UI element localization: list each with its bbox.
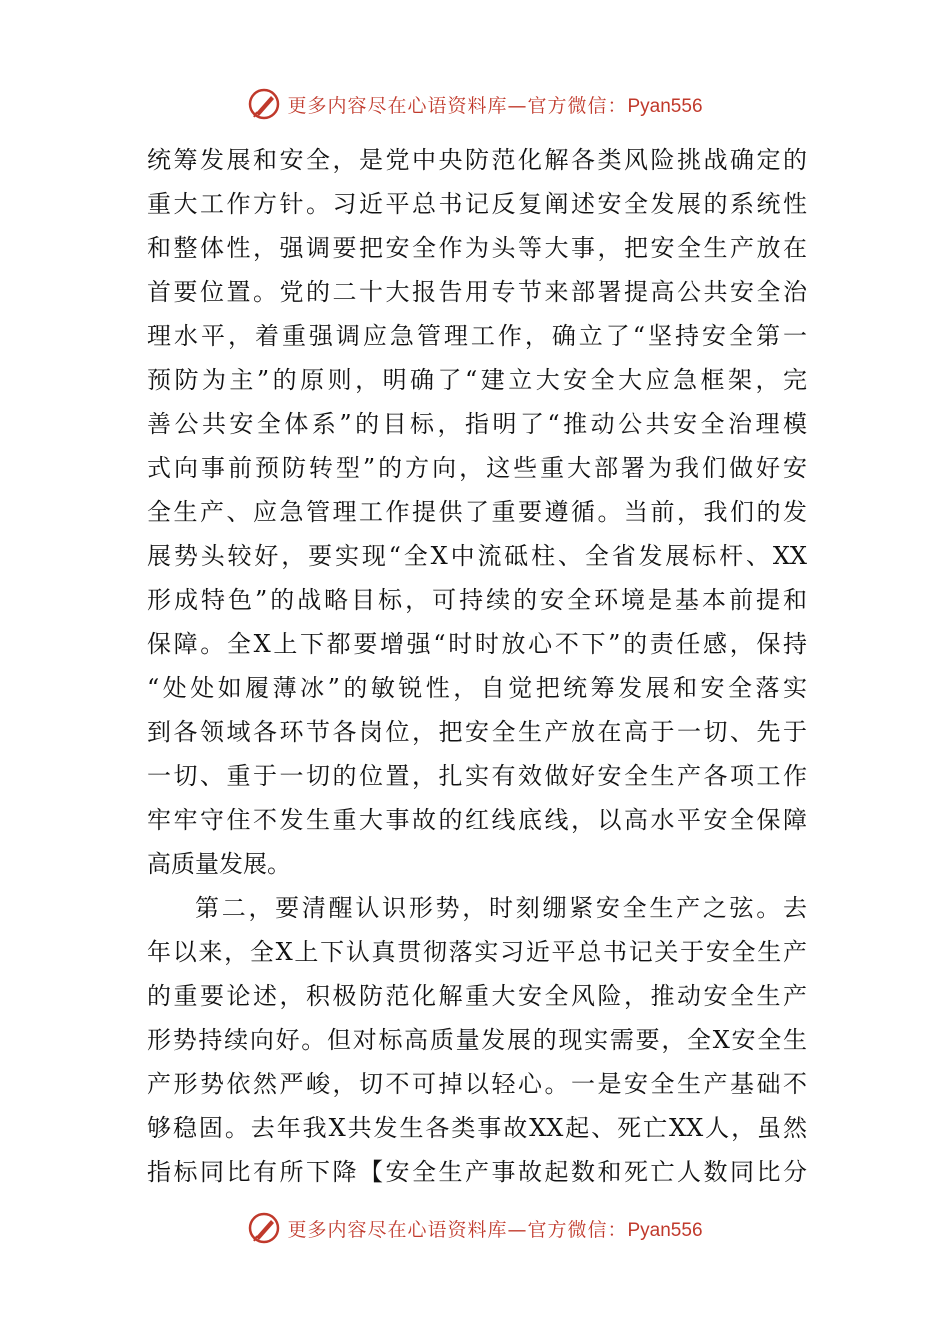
text-line: 重大工作方针。习近平总书记反复阐述安全发展的系统性 [147,190,807,218]
watermark-footer [0,1208,950,1248]
text-line: 形成特色”的战略目标，可持续的安全环境是基本前提和 [147,586,807,614]
text-line: 年以来，全X上下认真贯彻落实习近平总书记关于安全生产 [147,938,807,966]
text-line: 够稳固。去年我X共发生各类事故XX起、死亡XX人，虽然 [147,1114,807,1142]
text-line: 产形势依然严峻，切不可掉以轻心。一是安全生产基础不 [147,1070,807,1098]
watermark-label: 更多内容尽在心语资料库—官方微信：Pyan556 [287,94,703,117]
text-line: 形势持续向好。但对标高质量发展的现实需要，全X安全生 [147,1026,807,1054]
text-line: 善公共安全体系”的目标，指明了“推动公共安全治理模 [147,410,807,438]
text-line: 全生产、应急管理工作提供了重要遵循。当前，我们的发 [147,498,807,526]
text-line: 指标同比有所下降【安全生产事故起数和死亡人数同比分 [147,1158,807,1186]
paragraph [147,886,807,1194]
paragraph [147,138,807,886]
text-line: 保障。全X上下都要增强“时时放心不下”的责任感，保持 [147,630,807,658]
text-line: 到各领域各环节各岗位，把安全生产放在高于一切、先于 [147,718,807,746]
text-line: 统筹发展和安全，是党中央防范化解各类风险挑战确定的 [147,146,807,174]
text-line: 式向事前预防转型”的方向，这些重大部署为我们做好安 [147,454,807,482]
text-line: 预防为主”的原则，明确了“建立大安全大应急框架，完 [147,366,807,394]
watermark-label: 更多内容尽在心语资料库—官方微信：Pyan556 [287,1218,703,1241]
watermark-header [0,84,950,124]
text-line: 第二，要清醒认识形势，时刻绷紧安全生产之弦。去 [195,894,807,922]
text-line: 展势头较好，要实现“全X中流砥柱、全省发展标杆、XX [147,542,807,570]
text-line: 牢牢守住不发生重大事故的红线底线，以高水平安全保障 [147,806,807,834]
text-line: “处处如履薄冰”的敏锐性，自觉把统筹发展和安全落实 [147,674,807,702]
text-line: 和整体性，强调要把安全作为头等大事，把安全生产放在 [147,234,807,262]
text-line: 一切、重于一切的位置，扎实有效做好安全生产各项工作 [147,762,807,790]
text-line: 理水平，着重强调应急管理工作，确立了“坚持安全第一 [147,322,807,350]
pen-logo-icon [247,1211,281,1245]
pen-logo-icon [247,87,281,121]
text-line: 首要位置。党的二十大报告用专节来部署提高公共安全治 [147,278,807,306]
text-line: 高质量发展。 [147,850,291,878]
document-body [147,138,807,1194]
text-line: 的重要论述，积极防范化解重大安全风险，推动安全生产 [147,982,807,1010]
